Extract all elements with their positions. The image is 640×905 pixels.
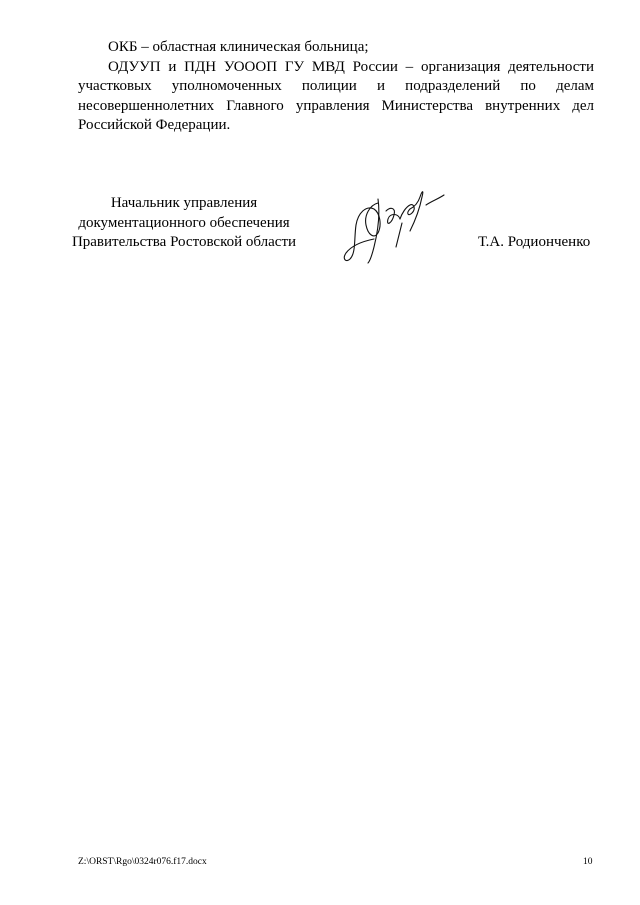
abbreviation-okb: ОКБ – областная клиническая больница;	[108, 39, 369, 55]
signer-title-line: документационного обеспечения	[78, 214, 290, 231]
footer-file-path: Z:\ORST\Rgo\0324r076.f17.docx	[78, 857, 207, 867]
signer-name: Т.А. Родионченко	[478, 234, 591, 250]
abbreviation-oduup: ОДУУП и ПДН УОООП ГУ МВД России – организация деятельности участковых уполномоченных полиции и подразделений по делам несовершеннолетних Главного управления Министерства внутренних дел Российской Федерации.	[78, 58, 594, 133]
abbreviations-block	[78, 38, 594, 136]
handwritten-signature	[334, 183, 454, 265]
signer-title-line: Правительства Ростовской области	[71, 234, 297, 250]
signer-title	[62, 194, 306, 253]
page-number: 10	[583, 857, 593, 867]
signer-title-line: Начальник управления	[110, 195, 258, 211]
